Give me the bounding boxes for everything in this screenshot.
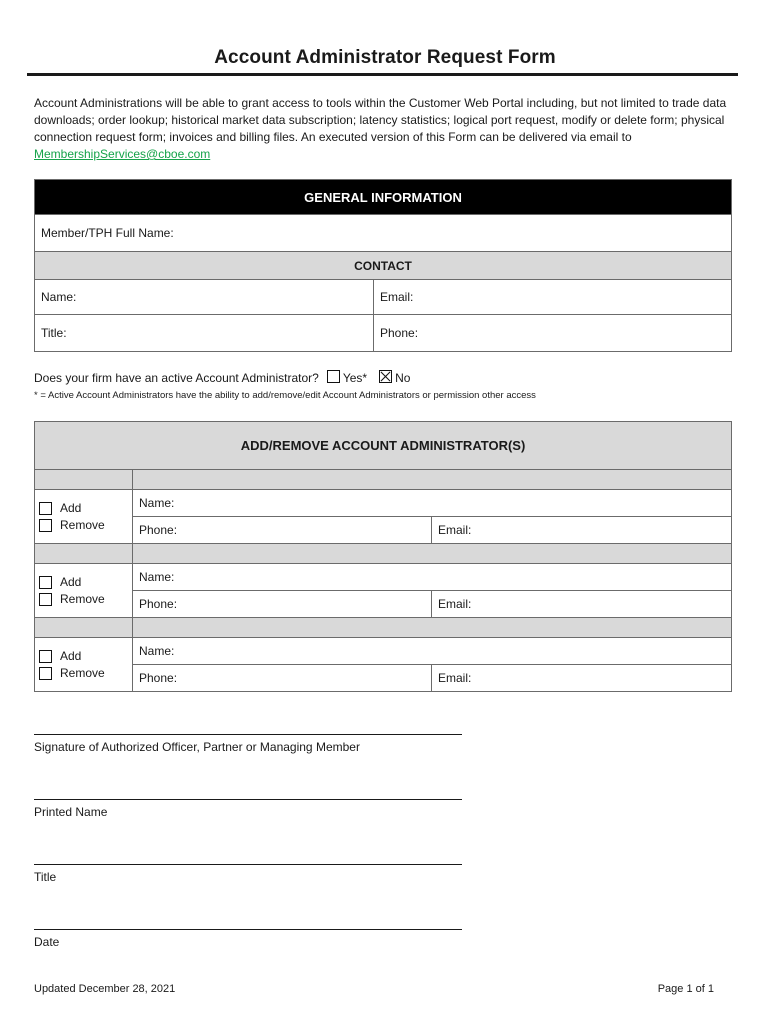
- general-information-header: GENERAL INFORMATION: [35, 180, 732, 215]
- contact-name-field[interactable]: [35, 280, 374, 315]
- member-name-label: Member/TPH Full Name:: [41, 226, 174, 240]
- admin-3-add-label: Add: [60, 648, 82, 663]
- contact-email-label: Email:: [380, 290, 414, 304]
- admin-3-actions: [35, 638, 133, 692]
- add-remove-admin-table: [34, 421, 732, 692]
- form-title: Account Administrator Request Form: [214, 47, 556, 68]
- signature-label: Signature of Authorized Officer, Partner or Managing Member: [34, 740, 360, 754]
- contact-title-label: Title:: [41, 326, 67, 340]
- contact-email-field[interactable]: [374, 280, 732, 315]
- admin-2-add-label: Add: [60, 574, 82, 589]
- yes-label: Yes*: [342, 371, 368, 385]
- title-label: Title: [34, 870, 57, 884]
- no-label: No: [395, 371, 411, 385]
- printed-name-block: [34, 799, 462, 819]
- admin-1-name-field[interactable]: [133, 490, 732, 517]
- admin-1-add-checkbox[interactable]: [39, 502, 52, 515]
- admin-3-email-field[interactable]: [432, 665, 732, 692]
- admin-1-remove-label: Remove: [60, 517, 105, 532]
- admin-2-remove-checkbox[interactable]: [39, 593, 52, 606]
- admin-1-actions: [35, 490, 133, 544]
- admin-3-phone-field[interactable]: [133, 665, 432, 692]
- footnote: * = Active Account Administrators have the ability to add/remove/edit Account Administrators or permission other access: [34, 390, 536, 401]
- admin-1-email-field[interactable]: [432, 517, 732, 544]
- signature-block: [34, 734, 462, 754]
- admin-2-phone-label: Phone:: [139, 597, 178, 611]
- membership-email-link[interactable]: MembershipServices@cboe.com: [34, 147, 211, 161]
- admin-2-remove-label: Remove: [60, 591, 105, 606]
- admin-2-email-label: Email:: [438, 597, 472, 611]
- admin-2-name-label: Name:: [139, 570, 175, 584]
- updated-date: Updated December 28, 2021: [34, 983, 176, 995]
- contact-phone-field[interactable]: [374, 315, 732, 352]
- no-checkbox[interactable]: [379, 370, 392, 383]
- printed-name-line[interactable]: [34, 799, 462, 800]
- signature-line[interactable]: [34, 734, 462, 735]
- admin-3-add-checkbox[interactable]: [39, 650, 52, 663]
- printed-name-label: Printed Name: [34, 805, 108, 819]
- date-label: Date: [34, 935, 60, 949]
- admin-1-phone-label: Phone:: [139, 523, 178, 537]
- admin-2-email-field[interactable]: [432, 591, 732, 618]
- question-text: Does your firm have an active Account Administrator?: [34, 371, 319, 385]
- add-remove-header: ADD/REMOVE ACCOUNT ADMINISTRATOR(S): [35, 422, 732, 470]
- admin-1-phone-field[interactable]: [133, 517, 432, 544]
- date-line[interactable]: [34, 929, 462, 930]
- intro-text: Account Administrations will be able to grant access to tools within the Customer Web Portal including, but not limited to trade data downloads; order lookup; historical market data subscription; latency statistics; logical port request, modify or delete form; physical connection request form; invoices and billing files. An executed version of this Form can be delivered via email to: [34, 96, 727, 144]
- date-block: [34, 929, 462, 949]
- contact-phone-label: Phone:: [380, 326, 419, 340]
- admin-3-phone-label: Phone:: [139, 671, 178, 685]
- contact-title-field[interactable]: [35, 315, 374, 352]
- admin-3-name-label: Name:: [139, 644, 175, 658]
- admin-1-email-label: Email:: [438, 523, 472, 537]
- admin-1-name-label: Name:: [139, 496, 175, 510]
- member-name-field[interactable]: [35, 215, 732, 252]
- admin-3-remove-label: Remove: [60, 665, 105, 680]
- admin-2-phone-field[interactable]: [133, 591, 432, 618]
- contact-name-label: Name:: [41, 290, 77, 304]
- admin-1-remove-checkbox[interactable]: [39, 519, 52, 532]
- page-number: Page 1 of 1: [657, 983, 714, 995]
- intro-paragraph: [34, 95, 739, 163]
- title-divider: [27, 73, 738, 76]
- title-block: [34, 864, 462, 884]
- admin-3-email-label: Email:: [438, 671, 472, 685]
- contact-header: CONTACT: [35, 252, 732, 280]
- admin-1-add-label: Add: [60, 500, 82, 515]
- title-line[interactable]: [34, 864, 462, 865]
- general-information-table: [34, 179, 732, 352]
- admin-2-name-field[interactable]: [133, 564, 732, 591]
- yes-checkbox[interactable]: [327, 370, 340, 383]
- active-admin-question: [34, 370, 410, 385]
- admin-2-actions: [35, 564, 133, 618]
- admin-3-remove-checkbox[interactable]: [39, 667, 52, 680]
- admin-2-add-checkbox[interactable]: [39, 576, 52, 589]
- admin-3-name-field[interactable]: [133, 638, 732, 665]
